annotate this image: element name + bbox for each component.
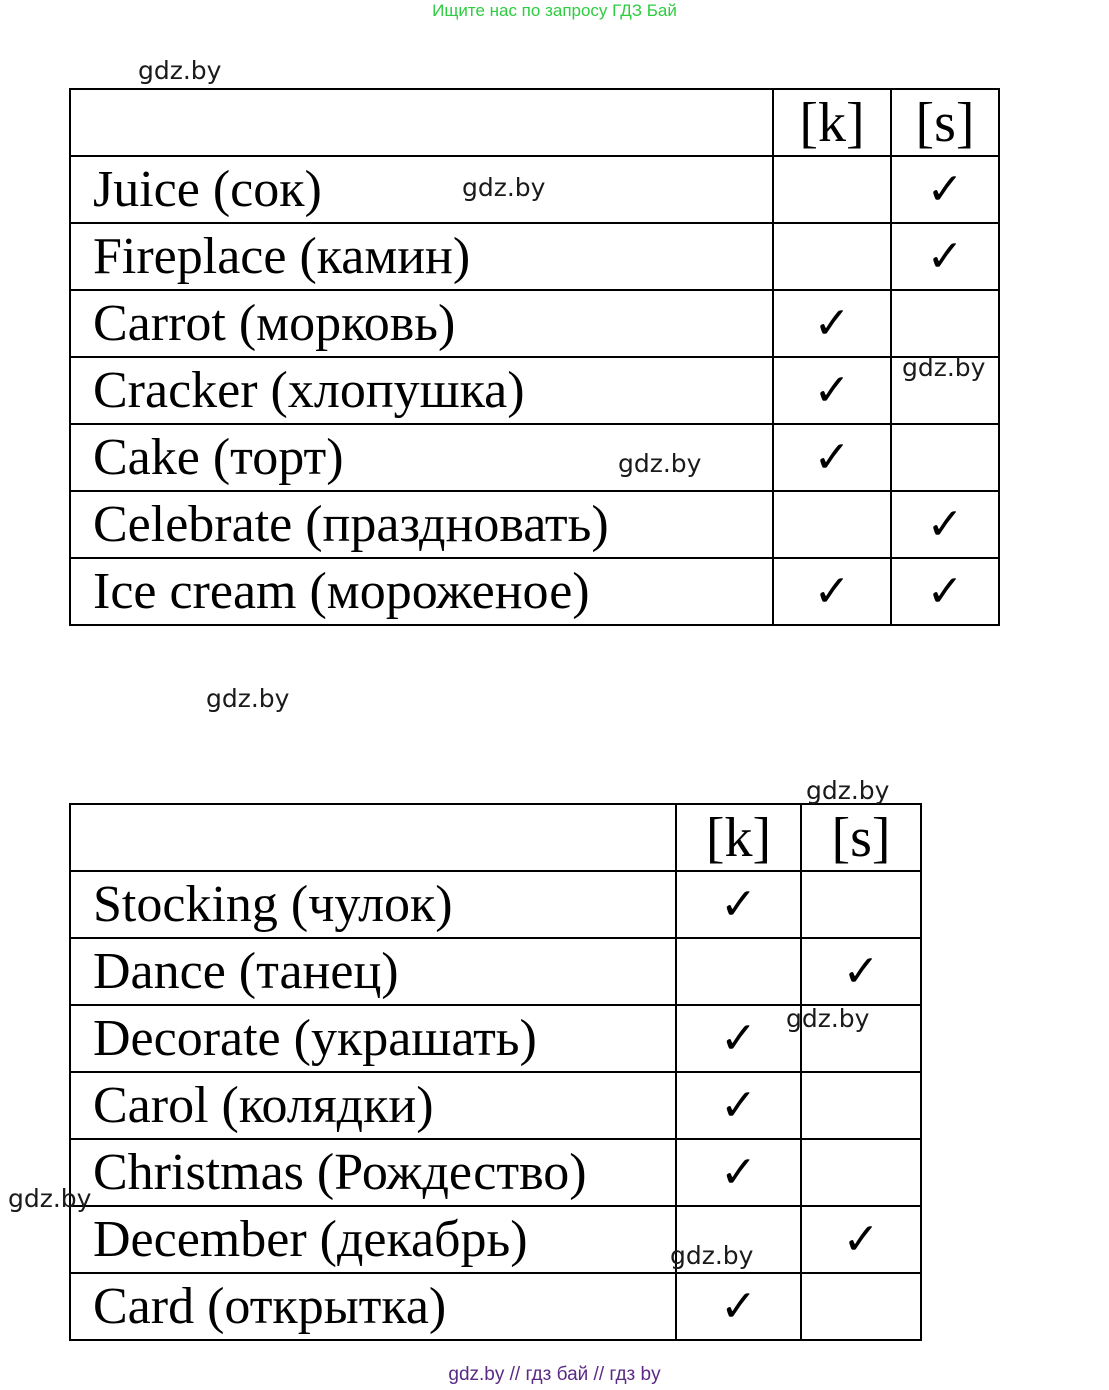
word-cell: Fireplace (камин) [70, 223, 773, 290]
sound-k-cell [773, 223, 891, 290]
check-mark-icon: ✓ [813, 298, 851, 348]
word-cell: Juice (сок) [70, 156, 773, 223]
watermark: gdz.by [902, 353, 986, 382]
watermark: gdz.by [462, 173, 546, 202]
table-row [70, 871, 921, 938]
check-mark-icon: ✓ [720, 1281, 757, 1331]
sound-s-cell [891, 558, 999, 625]
sound-k-cell [773, 290, 891, 357]
header-s: [s] [891, 89, 999, 156]
table-row [70, 290, 999, 357]
sound-s-cell [801, 1139, 921, 1206]
sound-s-cell [801, 1072, 921, 1139]
sound-s-cell [891, 491, 999, 558]
watermark: gdz.by [206, 684, 290, 713]
watermark: gdz.by [786, 1004, 870, 1033]
check-mark-icon: ✓ [926, 566, 964, 616]
check-mark-icon: ✓ [813, 365, 851, 415]
table-row [70, 1139, 921, 1206]
check-mark-icon: ✓ [720, 1147, 757, 1197]
sound-k-cell [773, 156, 891, 223]
table-row [70, 223, 999, 290]
sound-s-cell [801, 1206, 921, 1273]
check-mark-icon: ✓ [813, 566, 851, 616]
search-hint-banner: Ищите нас по запросу ГДЗ Бай [432, 1, 677, 20]
sound-k-cell [676, 938, 801, 1005]
table-row [70, 491, 999, 558]
check-mark-icon: ✓ [842, 1214, 880, 1264]
header-s: [s] [801, 804, 921, 871]
header-word-cell [70, 89, 773, 156]
sound-k-cell [676, 1072, 801, 1139]
check-mark-icon: ✓ [720, 879, 757, 929]
check-mark-icon: ✓ [720, 1080, 757, 1130]
table-row [70, 1273, 921, 1340]
word-cell: Decorate (украшать) [70, 1005, 676, 1072]
sound-s-cell [801, 1273, 921, 1340]
check-mark-icon: ✓ [926, 164, 964, 214]
sound-k-cell [676, 871, 801, 938]
word-cell: Christmas (Рождество) [70, 1139, 676, 1206]
watermark: gdz.by [670, 1241, 754, 1270]
watermark: gdz.by [806, 776, 890, 805]
check-mark-icon: ✓ [720, 1013, 757, 1063]
word-cell: Ice cream (мороженое) [70, 558, 773, 625]
watermark: gdz.by [618, 449, 702, 478]
word-cell: Stocking (чулок) [70, 871, 676, 938]
word-cell: Cake (торт) [70, 424, 773, 491]
sound-k-cell [773, 424, 891, 491]
watermark: gdz.by [8, 1184, 92, 1213]
sound-k-cell [676, 1273, 801, 1340]
table-row [70, 424, 999, 491]
sound-s-cell [891, 223, 999, 290]
sound-table-1 [69, 88, 1000, 626]
sound-k-cell [773, 491, 891, 558]
word-cell: Cracker (хлопушка) [70, 357, 773, 424]
word-cell: Carrot (морковь) [70, 290, 773, 357]
word-cell: December (декабрь) [70, 1206, 676, 1273]
header-k: [k] [676, 804, 801, 871]
table-row [70, 1206, 921, 1273]
table-row [70, 1072, 921, 1139]
word-cell: Carol (колядки) [70, 1072, 676, 1139]
footer-links: gdz.by // гдз бай // гдз by [448, 1364, 661, 1385]
sound-s-cell [801, 938, 921, 1005]
sound-k-cell [676, 1139, 801, 1206]
sound-s-cell [891, 424, 999, 491]
table-row [70, 357, 999, 424]
table-header-row [70, 89, 999, 156]
watermark: gdz.by [138, 56, 222, 85]
sound-k-cell [773, 357, 891, 424]
table-row [70, 558, 999, 625]
header-k: [k] [773, 89, 891, 156]
sound-table-2 [69, 803, 922, 1341]
check-mark-icon: ✓ [926, 499, 964, 549]
sound-k-cell [676, 1005, 801, 1072]
sound-s-cell [801, 871, 921, 938]
table-header-row [70, 804, 921, 871]
sound-k-cell [773, 558, 891, 625]
check-mark-icon: ✓ [813, 432, 851, 482]
sound-s-cell [891, 290, 999, 357]
check-mark-icon: ✓ [842, 946, 880, 996]
word-cell: Celebrate (праздновать) [70, 491, 773, 558]
table-row [70, 938, 921, 1005]
word-cell: Card (открытка) [70, 1273, 676, 1340]
sound-s-cell [891, 156, 999, 223]
check-mark-icon: ✓ [926, 231, 964, 281]
word-cell: Dance (танец) [70, 938, 676, 1005]
header-word-cell [70, 804, 676, 871]
